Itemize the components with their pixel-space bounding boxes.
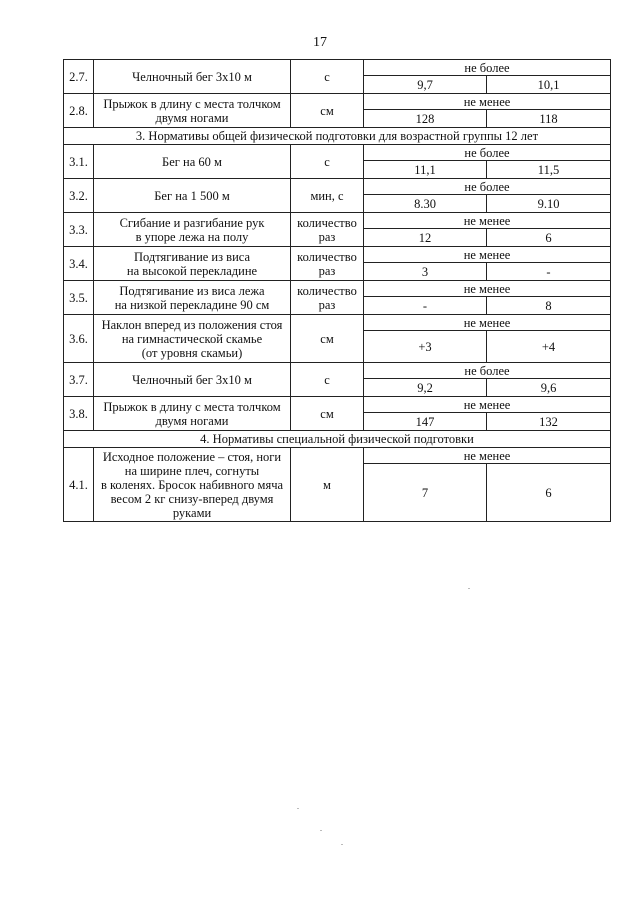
row-number: 2.8. bbox=[64, 94, 94, 128]
table-row bbox=[64, 397, 611, 413]
value-boys: 9,7 bbox=[364, 76, 487, 94]
value-boys: 3 bbox=[364, 263, 487, 281]
scan-speck bbox=[341, 844, 343, 845]
exercise-name bbox=[94, 315, 291, 363]
exercise-name bbox=[94, 397, 291, 431]
unit-line: количество bbox=[297, 283, 357, 298]
exercise-name bbox=[94, 94, 291, 128]
value-boys: 12 bbox=[364, 229, 487, 247]
unit bbox=[291, 213, 364, 247]
value-boys: 7 bbox=[364, 464, 487, 522]
value-girls: 8 bbox=[487, 297, 611, 315]
table-row bbox=[64, 315, 611, 331]
condition: не более bbox=[364, 145, 611, 161]
unit-line: мин, с bbox=[310, 188, 344, 203]
exercise-name-line: на ширине плеч, согнуты bbox=[124, 463, 260, 478]
condition: не менее bbox=[364, 213, 611, 229]
unit-line: с bbox=[324, 154, 330, 169]
exercise-name-line: двумя ногами bbox=[155, 110, 229, 125]
condition: не менее bbox=[364, 315, 611, 331]
unit-line: количество bbox=[297, 249, 357, 264]
value-boys: 128 bbox=[364, 110, 487, 128]
exercise-name-line: Бег на 1 500 м bbox=[154, 188, 230, 203]
value-girls: 118 bbox=[487, 110, 611, 128]
condition: не более bbox=[364, 363, 611, 379]
exercise-name-line: (от уровня скамьи) bbox=[141, 345, 243, 360]
exercise-name-line: весом 2 кг снизу-вперед двумя bbox=[110, 491, 274, 506]
scan-speck bbox=[297, 808, 299, 809]
value-girls: +4 bbox=[487, 331, 611, 363]
exercise-name-line: Прыжок в длину с места толчком bbox=[103, 96, 281, 111]
table-row bbox=[64, 247, 611, 263]
exercise-name bbox=[94, 363, 291, 397]
value-boys: 147 bbox=[364, 413, 487, 431]
row-number: 3.2. bbox=[64, 179, 94, 213]
table-row bbox=[64, 179, 611, 195]
exercise-name bbox=[94, 247, 291, 281]
section-row bbox=[64, 128, 611, 145]
section-row bbox=[64, 431, 611, 448]
value-girls: 9,6 bbox=[487, 379, 611, 397]
table-row bbox=[64, 448, 611, 464]
exercise-name bbox=[94, 213, 291, 247]
exercise-name-line: Сгибание и разгибание рук bbox=[119, 215, 265, 230]
exercise-name-line: Подтягивание из виса bbox=[133, 249, 251, 264]
unit bbox=[291, 60, 364, 94]
row-number: 3.4. bbox=[64, 247, 94, 281]
unit bbox=[291, 281, 364, 315]
condition: не менее bbox=[364, 448, 611, 464]
unit bbox=[291, 145, 364, 179]
unit-line: количество bbox=[297, 215, 357, 230]
table-row bbox=[64, 363, 611, 379]
table-row bbox=[64, 281, 611, 297]
section-title: 3. Нормативы общей физической подготовки для возрастной группы 12 лет bbox=[64, 128, 611, 145]
row-number: 2.7. bbox=[64, 60, 94, 94]
unit bbox=[291, 247, 364, 281]
exercise-name-line: в коленях. Бросок набивного мяча bbox=[100, 477, 284, 492]
value-girls: 6 bbox=[487, 464, 611, 522]
exercise-name-line: Подтягивание из виса лежа bbox=[119, 283, 265, 298]
unit-line: раз bbox=[318, 297, 336, 312]
value-boys: 9,2 bbox=[364, 379, 487, 397]
table-row bbox=[64, 213, 611, 229]
value-boys: 8.30 bbox=[364, 195, 487, 213]
exercise-name-line: Исходное положение – стоя, ноги bbox=[102, 449, 282, 464]
table-row bbox=[64, 60, 611, 76]
row-number: 3.7. bbox=[64, 363, 94, 397]
exercise-name-line: двумя ногами bbox=[155, 413, 229, 428]
unit bbox=[291, 363, 364, 397]
value-boys: +3 bbox=[364, 331, 487, 363]
condition: не менее bbox=[364, 397, 611, 413]
exercise-name-line: на низкой перекладине 90 см bbox=[114, 297, 270, 312]
table-row bbox=[64, 145, 611, 161]
table-row bbox=[64, 94, 611, 110]
value-boys: 11,1 bbox=[364, 161, 487, 179]
value-girls: - bbox=[487, 263, 611, 281]
exercise-name bbox=[94, 60, 291, 94]
exercise-name-line: Бег на 60 м bbox=[162, 154, 222, 169]
row-number: 3.1. bbox=[64, 145, 94, 179]
unit-line: раз bbox=[318, 263, 336, 278]
row-number: 3.8. bbox=[64, 397, 94, 431]
scan-speck bbox=[468, 588, 470, 589]
condition: не менее bbox=[364, 281, 611, 297]
exercise-name-line: Челночный бег 3х10 м bbox=[132, 69, 252, 84]
row-number: 3.6. bbox=[64, 315, 94, 363]
exercise-name bbox=[94, 448, 291, 522]
unit bbox=[291, 315, 364, 363]
exercise-name bbox=[94, 145, 291, 179]
exercise-name-line: руками bbox=[172, 505, 212, 520]
value-boys: - bbox=[364, 297, 487, 315]
exercise-name-line: Прыжок в длину с места толчком bbox=[103, 399, 281, 414]
exercise-name-line: Челночный бег 3х10 м bbox=[132, 372, 252, 387]
unit bbox=[291, 448, 364, 522]
value-girls: 9.10 bbox=[487, 195, 611, 213]
unit-line: см bbox=[320, 406, 334, 421]
condition: не менее bbox=[364, 247, 611, 263]
exercise-name bbox=[94, 179, 291, 213]
value-girls: 10,1 bbox=[487, 76, 611, 94]
condition: не менее bbox=[364, 94, 611, 110]
unit-line: с bbox=[324, 69, 330, 84]
unit-line: м bbox=[323, 477, 331, 492]
unit-line: см bbox=[320, 331, 334, 346]
value-girls: 11,5 bbox=[487, 161, 611, 179]
exercise-name-line: Наклон вперед из положения стоя bbox=[101, 317, 283, 332]
standards-table bbox=[63, 59, 611, 522]
row-number: 3.5. bbox=[64, 281, 94, 315]
unit-line: с bbox=[324, 372, 330, 387]
unit-line: раз bbox=[318, 229, 336, 244]
exercise-name-line: в упоре лежа на полу bbox=[135, 229, 249, 244]
exercise-name bbox=[94, 281, 291, 315]
unit-line: см bbox=[320, 103, 334, 118]
unit bbox=[291, 397, 364, 431]
exercise-name-line: на гимнастической скамье bbox=[121, 331, 263, 346]
page-number: 17 bbox=[313, 35, 327, 50]
unit bbox=[291, 94, 364, 128]
condition: не более bbox=[364, 179, 611, 195]
value-girls: 6 bbox=[487, 229, 611, 247]
row-number: 3.3. bbox=[64, 213, 94, 247]
exercise-name-line: на высокой перекладине bbox=[126, 263, 258, 278]
unit bbox=[291, 179, 364, 213]
value-girls: 132 bbox=[487, 413, 611, 431]
row-number: 4.1. bbox=[64, 448, 94, 522]
scan-speck bbox=[320, 830, 322, 831]
condition: не более bbox=[364, 60, 611, 76]
section-title: 4. Нормативы специальной физической подготовки bbox=[64, 431, 611, 448]
